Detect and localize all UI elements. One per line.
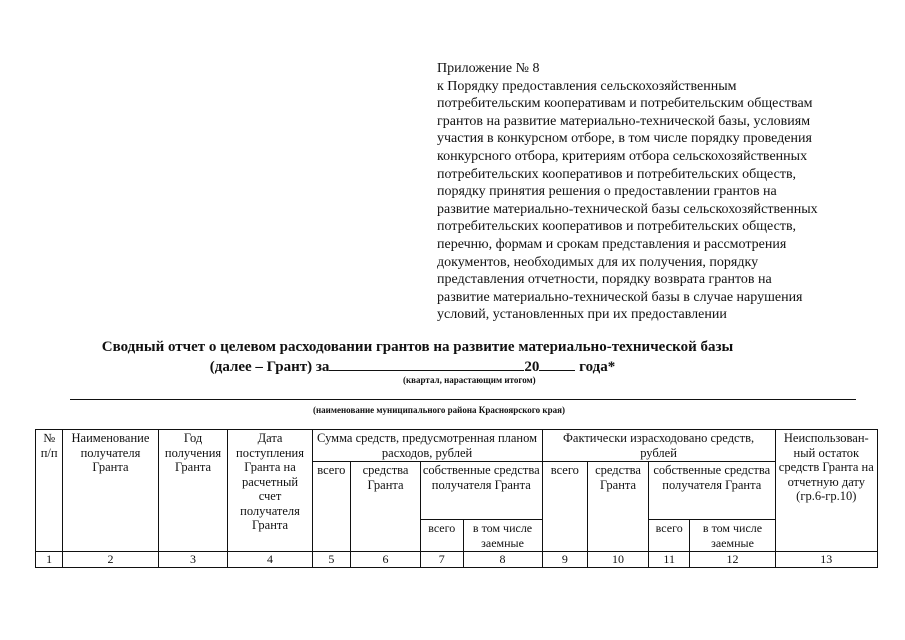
planned-own-loans-header: в том числе заемные: [463, 520, 542, 552]
column-number: 5: [312, 552, 351, 568]
appendix-line: потребительским кооперативам и потребительским обществам: [437, 96, 813, 112]
actual-own-header: собственные средства получателя Гранта: [648, 462, 775, 520]
title-suffix: года*: [579, 359, 616, 375]
planned-own-header: собственные средства получателя Гранта: [420, 462, 542, 520]
appendix-line: конкурсного отбора, критериям отбора сельскохозяйственных: [437, 148, 808, 164]
report-title-line2: [0, 356, 905, 376]
period-blank: [329, 356, 524, 371]
appendix-line: порядку принятия решения о предоставлении грантов на: [437, 184, 777, 200]
appendix-line: документов, необходимых для их получения, порядку: [437, 254, 759, 270]
appendix-line: Приложение № 8: [437, 61, 540, 76]
group-planned-header: Сумма средств, предусмотренная планом расходов, рублей: [312, 430, 542, 462]
col-year-header: Год получения Гранта: [158, 430, 228, 552]
title-prefix: (далее – Грант) за: [209, 359, 330, 375]
appendix-line: условий, установленных при их предоставлении: [437, 307, 727, 323]
column-number: 11: [648, 552, 690, 568]
year-blank: [539, 356, 575, 371]
period-hint: (квартал, нарастающим итогом): [403, 375, 536, 385]
planned-grant-header: средства Гранта: [351, 462, 421, 552]
report-title-line1: Сводный отчет о целевом расходовании грантов на развитие материально-технической базы: [101, 339, 734, 355]
district-line: [70, 399, 856, 400]
actual-total-header: всего: [542, 462, 588, 552]
column-number: 3: [158, 552, 228, 568]
appendix-line: потребительских кооперативов и потребительских обществ,: [437, 166, 797, 182]
report-table: [35, 429, 878, 568]
actual-own-total-header: всего: [648, 520, 690, 552]
appendix-line: потребительских кооперативов и потребительских обществ,: [437, 219, 797, 235]
col-recipient-header: Наименование получателя Гранта: [63, 430, 158, 552]
appendix-header: [437, 60, 877, 324]
group-actual-header: Фактически израсходовано средств, рублей: [542, 430, 775, 462]
column-number: 10: [588, 552, 649, 568]
appendix-line: грантов на развитие материально-технической базы, условиям: [437, 113, 811, 129]
actual-own-loans-header: в том числе заемные: [690, 520, 775, 552]
column-number: 13: [775, 552, 877, 568]
column-number: 8: [463, 552, 542, 568]
column-number: 9: [542, 552, 588, 568]
column-number: 2: [63, 552, 158, 568]
column-number: 12: [690, 552, 775, 568]
planned-total-header: всего: [312, 462, 351, 552]
col-unused-header: Неиспользован-ный остаток средств Гранта на отчетную дату (гр.6-гр.10): [775, 430, 877, 552]
planned-own-total-header: всего: [420, 520, 463, 552]
column-number: 1: [36, 552, 63, 568]
appendix-line: развитие материально-технической базы сельскохозяйственных: [437, 201, 818, 217]
column-number: 4: [228, 552, 312, 568]
column-number: 7: [420, 552, 463, 568]
district-hint: (наименование муниципального района Красноярского края): [313, 405, 565, 415]
appendix-line: развитие материально-технической базы в случае нарушения: [437, 289, 803, 305]
title-year-prefix: 20: [524, 359, 540, 375]
col-date-header: Дата поступления Гранта на расчетный счет получателя Гранта: [228, 430, 312, 552]
appendix-line: к Порядку предоставления сельскохозяйственным: [437, 78, 737, 94]
col-no-header: № п/п: [36, 430, 63, 552]
report-title: [0, 338, 905, 376]
actual-grant-header: средства Гранта: [588, 462, 649, 552]
appendix-line: участия в конкурсном отборе, в том числе порядку проведения: [437, 131, 812, 147]
column-number: 6: [351, 552, 421, 568]
appendix-line: перечню, формам и срокам представления и рассмотрения: [437, 236, 787, 252]
appendix-line: представления отчетности, порядку возврата грантов на: [437, 272, 772, 288]
